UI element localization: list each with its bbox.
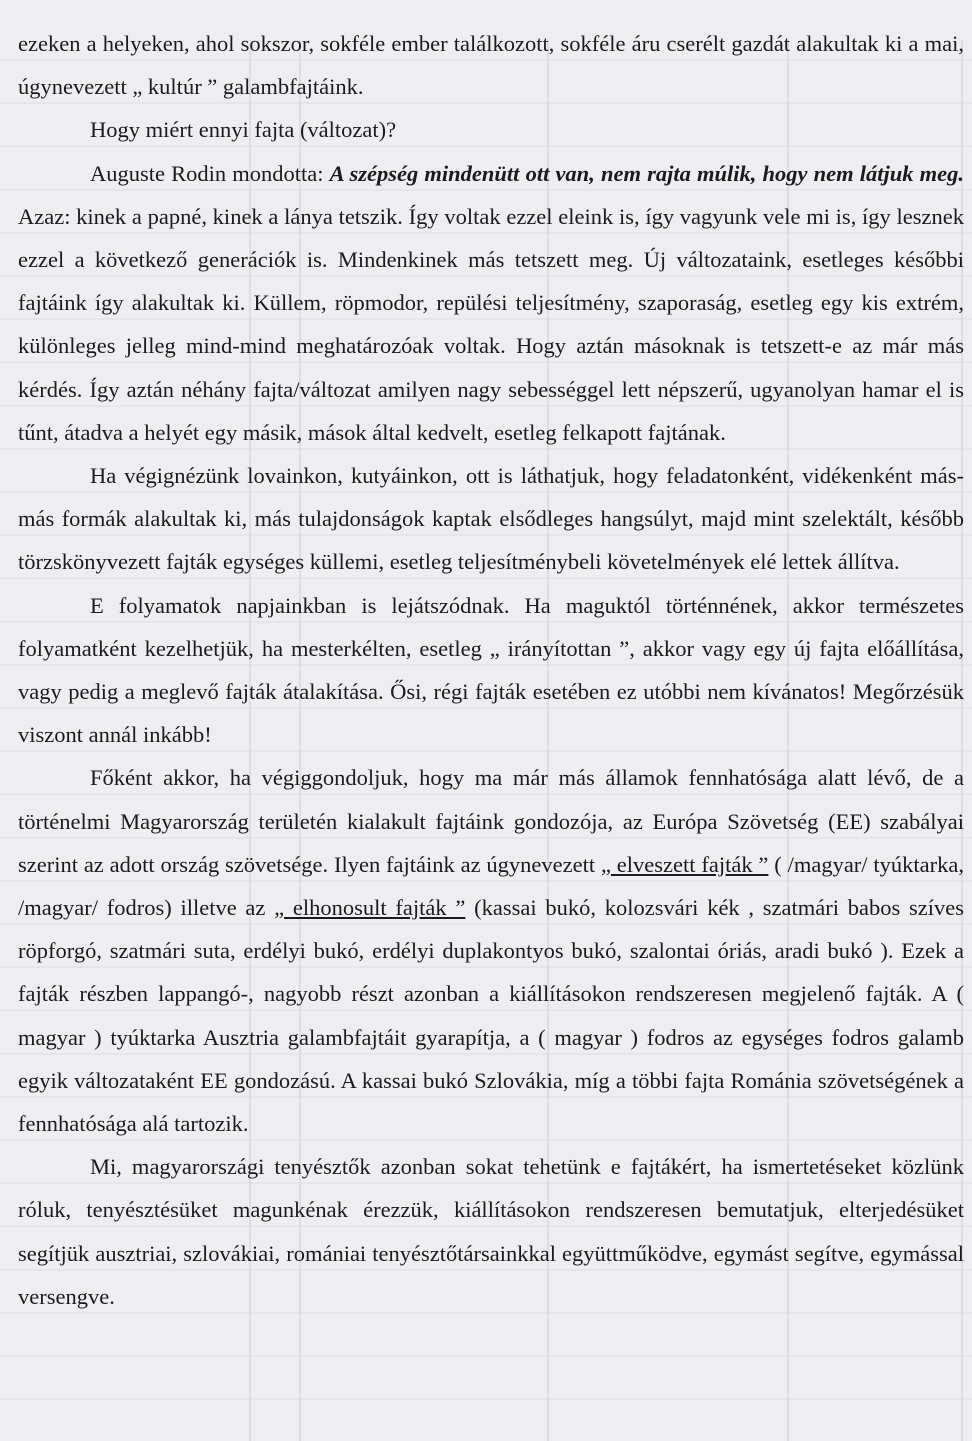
term-lost-breeds: „ elveszett fajták ” bbox=[600, 851, 769, 877]
paragraph-horses-dogs: Ha végignézünk lovainkon, kutyáinkon, ott is láthatjuk, hogy feladatonként, vidékenként más-más formák alakultak ki, más tulajdonságok kaptak elsődleges hangsúlyt, majd mint szelektált, később törzskönyvezett fajták egységes küllemi, esetleg teljesítménybeli követelmények elé lettek állítva. bbox=[18, 463, 964, 575]
rodin-quote: A szépség mindenütt ott van, nem rajta múlik, hogy nem látjuk meg. bbox=[329, 160, 965, 186]
paragraph-question: Hogy miért ennyi fajta (változat)? bbox=[90, 117, 397, 143]
paragraph-rodin-lead: Auguste Rodin mondotta: bbox=[90, 160, 330, 186]
paragraph-breeds-c: (kassai bukó, kolozsvári kék , szatmári babos szíves röpforgó, szatmári suta, erdélyi bukó, erdélyi duplakontyos bukó, szalontai óriás, aradi bukó ). Ezek a fajták részben lappangó-, nagyobb részt azonban a kiállításokon rendszeresen megjelenő fajták. A ( magyar ) tyúktarka Ausztria galambfajtáit gyarapítja, a ( magyar ) fodros az egységes fodros galamb egyik változataként EE gondozású. A kassai bukó Szlovákia, míg a többi fajta Románia szövetségének a fennhatósága alá tartozik. bbox=[18, 895, 964, 1137]
paragraph-breeders: Mi, magyarországi tenyésztők azonban sokat tehetünk e fajtákért, ha ismertetéseket közlünk róluk, tenyésztésüket magunkénak érezzük, kiállításokon rendszeresen bemutatjuk, elterjedésüket segítjük ausztriai, szlovákiai, romániai tenyésztőtársainkkal együttműködve, egymást segítve, egymással versengve. bbox=[18, 1154, 964, 1309]
paragraph-intro: ezeken a helyeken, ahol sokszor, sokféle ember találkozott, sokféle áru cserélt gazdát alakultak ki a mai, úgynevezett „ kultúr ” galambfajtáink. bbox=[18, 31, 964, 100]
paragraph-breeds-a: Főként akkor, ha végiggondoljuk, hogy ma már más államok fennhatósága alatt lévő, de a történelmi Magyarország területén kialakult fajtáink gondozója, az Európa Szövetség (EE) szabályai szerint az adott ország szövetsége. Ilyen fajtáink az úgynevezett bbox=[18, 765, 964, 877]
paragraph-processes: E folyamatok napjainkban is lejátszódnak. Ha maguktól történnének, akkor természetes folyamatként kezelhetjük, ha mesterkélten, esetleg „ irányítottan ”, akkor vagy egy új fajta előállítása, vagy pedig a meglevő fajták átalakítása. Ősi, régi fajták esetében ez utóbbi nem kívánatos! Megőrzésük viszont annál inkább! bbox=[18, 592, 964, 748]
paragraph-rodin bbox=[18, 152, 964, 454]
document-page bbox=[18, 22, 964, 1318]
paragraph-rodin-body: Azaz: kinek a papné, kinek a lánya tetszik. Így voltak ezzel eleink is, így vagyunk vele mi is, így lesznek ezzel a következő generációk is. Mindenkinek más tetszett meg. Új változataink, esetleges későbbi fajtáink így alakultak ki. Küllem, röpmodor, repülési teljesítmény, szaporaság, esetleg egy kis extrém, különleges jelleg mind-mind meghatározóak voltak. Hogy aztán másoknak is tetszett-e az már más kérdés. Így aztán néhány fajta/változat amilyen nagy sebességgel lett népszerű, ugyanolyan hamar el is tűnt, átadva a helyét egy másik, mások által kedvelt, esetleg felkapott fajtának. bbox=[18, 203, 964, 445]
paragraph-breeds bbox=[18, 756, 964, 1145]
paragraph-breeds-b: ( /magyar/ tyúktarka, /magyar/ fodros) illetve az bbox=[18, 851, 964, 921]
term-naturalized-breeds: „ elhonosult fajták ” bbox=[274, 895, 466, 921]
